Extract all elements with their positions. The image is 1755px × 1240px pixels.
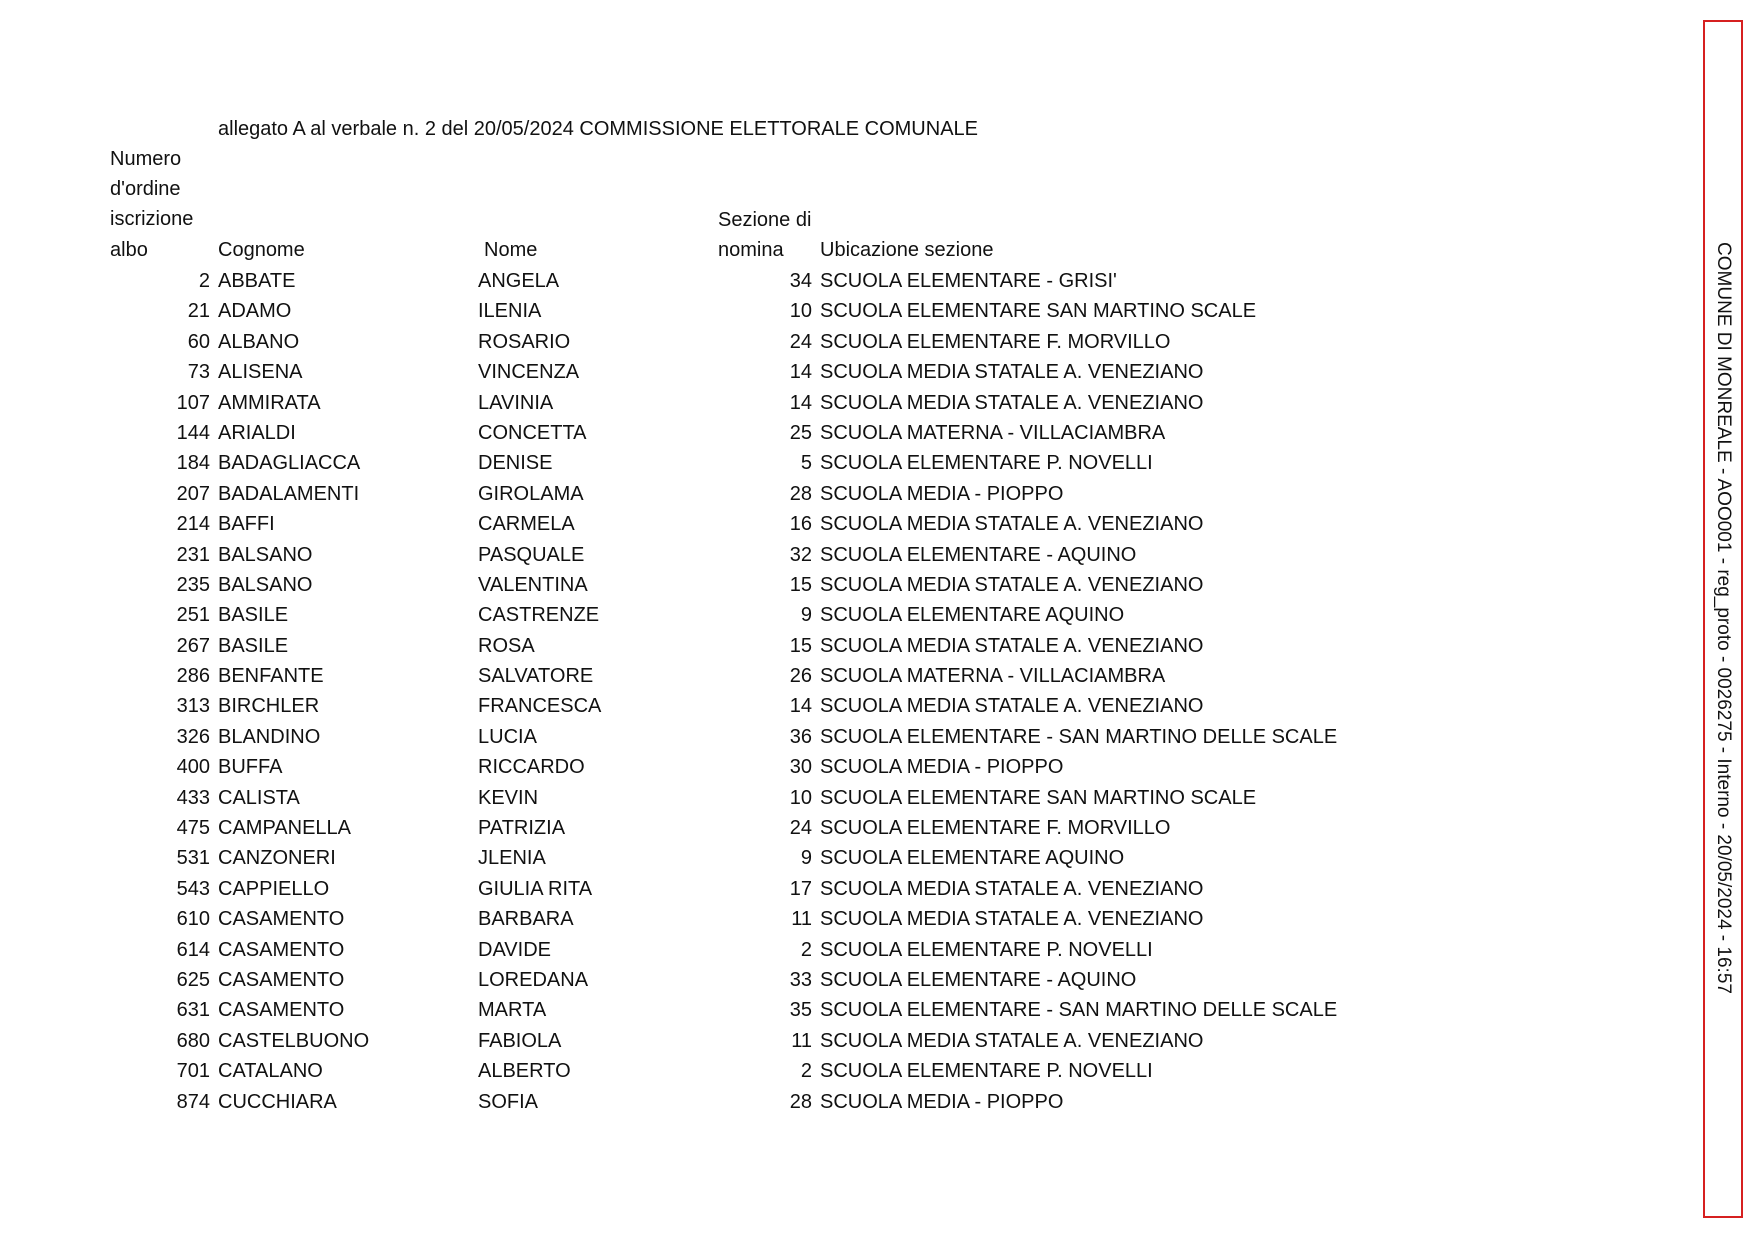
cell-sezione: 24 [789, 817, 812, 840]
cell-nome: DENISE [478, 452, 553, 475]
table-row [0, 813, 1400, 843]
table-row [0, 266, 1400, 296]
cell-nome: ROSA [478, 634, 535, 657]
table-row [0, 479, 1400, 509]
cell-sezione: 2 [800, 1060, 812, 1083]
cell-numero: 231 [176, 543, 210, 566]
table-row [0, 388, 1400, 418]
cell-nome: VALENTINA [478, 573, 588, 596]
cell-numero: 2 [198, 270, 210, 292]
cell-numero: 326 [176, 725, 210, 748]
cell-sezione: 5 [800, 452, 812, 475]
table-row [0, 448, 1400, 478]
cell-sezione: 36 [789, 725, 812, 748]
cell-ubicazione: SCUOLA MEDIA STATALE A. VENEZIANO [820, 695, 1204, 718]
cell-ubicazione: SCUOLA MATERNA - VILLACIAMBRA [820, 665, 1166, 688]
cell-cognome: BALSANO [218, 543, 313, 566]
cell-ubicazione: SCUOLA ELEMENTARE - AQUINO [820, 968, 1137, 991]
header-nome: Nome [484, 239, 538, 261]
cell-sezione: 28 [789, 1090, 812, 1113]
cell-ubicazione: SCUOLA ELEMENTARE - SAN MARTINO DELLE SCALE [820, 725, 1338, 748]
cell-cognome: ADAMO [218, 300, 292, 323]
cell-cognome: CASAMENTO [218, 908, 345, 931]
cell-nome: ROSARIO [478, 330, 571, 353]
cell-ubicazione: SCUOLA ELEMENTARE SAN MARTINO SCALE [820, 300, 1257, 323]
cell-ubicazione: SCUOLA MEDIA STATALE A. VENEZIANO [820, 573, 1204, 596]
cell-ubicazione: SCUOLA MEDIA - PIOPPO [820, 1090, 1064, 1113]
cell-ubicazione: SCUOLA MEDIA STATALE A. VENEZIANO [820, 877, 1204, 900]
cell-sezione: 11 [791, 908, 812, 931]
cell-sezione: 14 [789, 391, 812, 414]
table-row [0, 904, 1400, 934]
table-row [0, 509, 1400, 539]
cell-nome: ALBERTO [478, 1060, 571, 1083]
cell-nome: MARTA [478, 999, 547, 1022]
cell-ubicazione: SCUOLA ELEMENTARE AQUINO [820, 847, 1125, 870]
cell-ubicazione: SCUOLA ELEMENTARE SAN MARTINO SCALE [820, 786, 1257, 809]
cell-cognome: ALBANO [218, 330, 300, 353]
header-ubicazione-sezione: Ubicazione sezione [820, 239, 994, 261]
cell-ubicazione: SCUOLA ELEMENTARE P. NOVELLI [820, 1060, 1153, 1083]
cell-cognome: CASAMENTO [218, 999, 345, 1022]
table-row [0, 631, 1400, 661]
table-row [0, 1026, 1400, 1056]
cell-cognome: BIRCHLER [218, 695, 320, 718]
cell-numero: 680 [176, 1029, 210, 1052]
cell-ubicazione: SCUOLA MEDIA STATALE A. VENEZIANO [820, 361, 1204, 384]
cell-cognome: BLANDINO [218, 725, 321, 748]
cell-cognome: CAPPIELLO [218, 877, 330, 900]
cell-numero: 286 [176, 665, 210, 688]
cell-numero: 433 [176, 786, 210, 809]
cell-cognome: BUFFA [218, 756, 283, 779]
cell-sezione: 24 [789, 330, 812, 353]
cell-cognome: ABBATE [218, 270, 296, 292]
cell-numero: 73 [187, 361, 210, 384]
cell-numero: 543 [176, 877, 210, 900]
cell-sezione: 15 [789, 573, 812, 596]
table-row [0, 1087, 1400, 1117]
table-row [0, 995, 1400, 1025]
cell-cognome: AMMIRATA [218, 391, 321, 414]
cell-cognome: BASILE [218, 634, 289, 657]
cell-ubicazione: SCUOLA ELEMENTARE P. NOVELLI [820, 938, 1153, 961]
cell-numero: 235 [176, 573, 210, 596]
cell-ubicazione: SCUOLA ELEMENTARE AQUINO [820, 604, 1125, 627]
cell-nome: GIULIA RITA [478, 877, 593, 900]
cell-numero: 701 [176, 1060, 210, 1083]
header-cognome: Cognome [218, 239, 305, 261]
cell-numero: 60 [187, 330, 210, 353]
cell-sezione: 9 [800, 847, 812, 870]
cell-sezione: 33 [789, 968, 812, 991]
cell-numero: 267 [176, 634, 210, 657]
cell-sezione: 2 [800, 938, 812, 961]
table-row [0, 935, 1400, 965]
cell-cognome: BENFANTE [218, 665, 324, 688]
cell-cognome: BALSANO [218, 573, 313, 596]
cell-cognome: BAFFI [218, 513, 275, 536]
cell-numero: 214 [176, 513, 210, 536]
cell-nome: SOFIA [478, 1090, 539, 1113]
cell-ubicazione: SCUOLA ELEMENTARE - GRISI' [820, 270, 1117, 292]
cell-cognome: CASTELBUONO [218, 1029, 370, 1052]
cell-cognome: BASILE [218, 604, 289, 627]
table-row [0, 296, 1400, 326]
document-title: allegato A al verbale n. 2 del 20/05/2024 COMMISSIONE ELETTORALE COMUNALE [218, 118, 978, 140]
cell-nome: LOREDANA [478, 968, 589, 991]
cell-sezione: 32 [789, 543, 812, 566]
table-row [0, 691, 1400, 721]
cell-sezione: 14 [789, 695, 812, 718]
cell-sezione: 10 [789, 786, 812, 809]
cell-cognome: ARIALDI [218, 421, 296, 444]
cell-ubicazione: SCUOLA ELEMENTARE P. NOVELLI [820, 452, 1153, 475]
cell-sezione: 9 [800, 604, 812, 627]
cell-cognome: CAMPANELLA [218, 817, 352, 840]
cell-ubicazione: SCUOLA ELEMENTARE F. MORVILLO [820, 817, 1171, 840]
table-row [0, 570, 1400, 600]
header-numero-ordine: Numero d'ordine iscrizione albo [110, 148, 194, 261]
table-row [0, 327, 1400, 357]
cell-nome: PASQUALE [478, 543, 585, 566]
cell-nome: DAVIDE [478, 938, 551, 961]
table-row [0, 965, 1400, 995]
table-row [0, 874, 1400, 904]
cell-sezione: 15 [789, 634, 812, 657]
cell-ubicazione: SCUOLA MEDIA STATALE A. VENEZIANO [820, 513, 1204, 536]
cell-nome: FRANCESCA [478, 695, 602, 718]
cell-numero: 400 [176, 756, 210, 779]
cell-sezione: 17 [789, 877, 812, 900]
cell-ubicazione: SCUOLA MEDIA - PIOPPO [820, 756, 1064, 779]
cell-ubicazione: SCUOLA MATERNA - VILLACIAMBRA [820, 421, 1166, 444]
cell-nome: LAVINIA [478, 391, 554, 414]
cell-cognome: CASAMENTO [218, 968, 345, 991]
cell-ubicazione: SCUOLA MEDIA - PIOPPO [820, 482, 1064, 505]
cell-nome: CASTRENZE [478, 604, 600, 627]
cell-sezione: 16 [789, 513, 812, 536]
table-body [0, 266, 1400, 1117]
cell-cognome: CASAMENTO [218, 938, 345, 961]
cell-cognome: CALISTA [218, 786, 300, 809]
cell-numero: 475 [176, 817, 210, 840]
cell-numero: 625 [176, 968, 210, 991]
cell-cognome: BADALAMENTI [218, 482, 360, 505]
cell-sezione: 10 [789, 300, 812, 323]
cell-ubicazione: SCUOLA ELEMENTARE - SAN MARTINO DELLE SCALE [820, 999, 1338, 1022]
cell-nome: CARMELA [478, 513, 575, 536]
cell-numero: 874 [176, 1090, 210, 1113]
cell-nome: RICCARDO [478, 756, 585, 779]
cell-numero: 610 [176, 908, 210, 931]
protocol-stamp-text: COMUNE DI MONREALE - AOO001 - reg_proto - 0026275 - Interno - 20/05/2024 - 16:57 [1713, 242, 1734, 994]
cell-nome: LUCIA [478, 725, 537, 748]
cell-sezione: 26 [789, 665, 812, 688]
cell-numero: 614 [176, 938, 210, 961]
cell-nome: JLENIA [478, 847, 546, 870]
cell-numero: 184 [176, 452, 210, 475]
header-sezione-nomina: Sezione di nomina [718, 209, 812, 262]
cell-nome: BARBARA [478, 908, 574, 931]
table-row [0, 722, 1400, 752]
cell-nome: ANGELA [478, 270, 560, 292]
cell-numero: 631 [176, 999, 210, 1022]
cell-cognome: CUCCHIARA [218, 1090, 337, 1113]
cell-numero: 313 [176, 695, 210, 718]
cell-numero: 531 [176, 847, 210, 870]
cell-numero: 207 [176, 482, 210, 505]
cell-sezione: 11 [791, 1029, 812, 1052]
table-row [0, 600, 1400, 630]
cell-cognome: CATALANO [218, 1060, 323, 1083]
cell-nome: PATRIZIA [478, 817, 566, 840]
table-row [0, 357, 1400, 387]
cell-numero: 107 [176, 391, 210, 414]
table-row [0, 752, 1400, 782]
table-row [0, 418, 1400, 448]
cell-ubicazione: SCUOLA MEDIA STATALE A. VENEZIANO [820, 634, 1204, 657]
cell-ubicazione: SCUOLA MEDIA STATALE A. VENEZIANO [820, 391, 1204, 414]
cell-sezione: 34 [789, 270, 812, 292]
cell-sezione: 30 [789, 756, 812, 779]
cell-cognome: BADAGLIACCA [218, 452, 361, 475]
cell-nome: CONCETTA [478, 421, 587, 444]
cell-numero: 21 [187, 300, 210, 323]
table-row [0, 1056, 1400, 1086]
cell-cognome: ALISENA [218, 361, 303, 384]
cell-sezione: 28 [789, 482, 812, 505]
table-row [0, 661, 1400, 691]
cell-nome: GIROLAMA [478, 482, 584, 505]
table-row [0, 843, 1400, 873]
cell-sezione: 35 [789, 999, 812, 1022]
cell-nome: ILENIA [478, 300, 542, 323]
cell-nome: FABIOLA [478, 1029, 562, 1052]
cell-numero: 144 [176, 421, 210, 444]
cell-nome: VINCENZA [478, 361, 580, 384]
cell-sezione: 25 [789, 421, 812, 444]
cell-nome: SALVATORE [478, 665, 594, 688]
table-row [0, 783, 1400, 813]
cell-cognome: CANZONERI [218, 847, 336, 870]
table-row [0, 540, 1400, 570]
cell-ubicazione: SCUOLA ELEMENTARE - AQUINO [820, 543, 1137, 566]
cell-ubicazione: SCUOLA MEDIA STATALE A. VENEZIANO [820, 1029, 1204, 1052]
cell-ubicazione: SCUOLA MEDIA STATALE A. VENEZIANO [820, 908, 1204, 931]
cell-numero: 251 [176, 604, 210, 627]
cell-sezione: 14 [789, 361, 812, 384]
cell-nome: KEVIN [478, 786, 539, 809]
cell-ubicazione: SCUOLA ELEMENTARE F. MORVILLO [820, 330, 1171, 353]
